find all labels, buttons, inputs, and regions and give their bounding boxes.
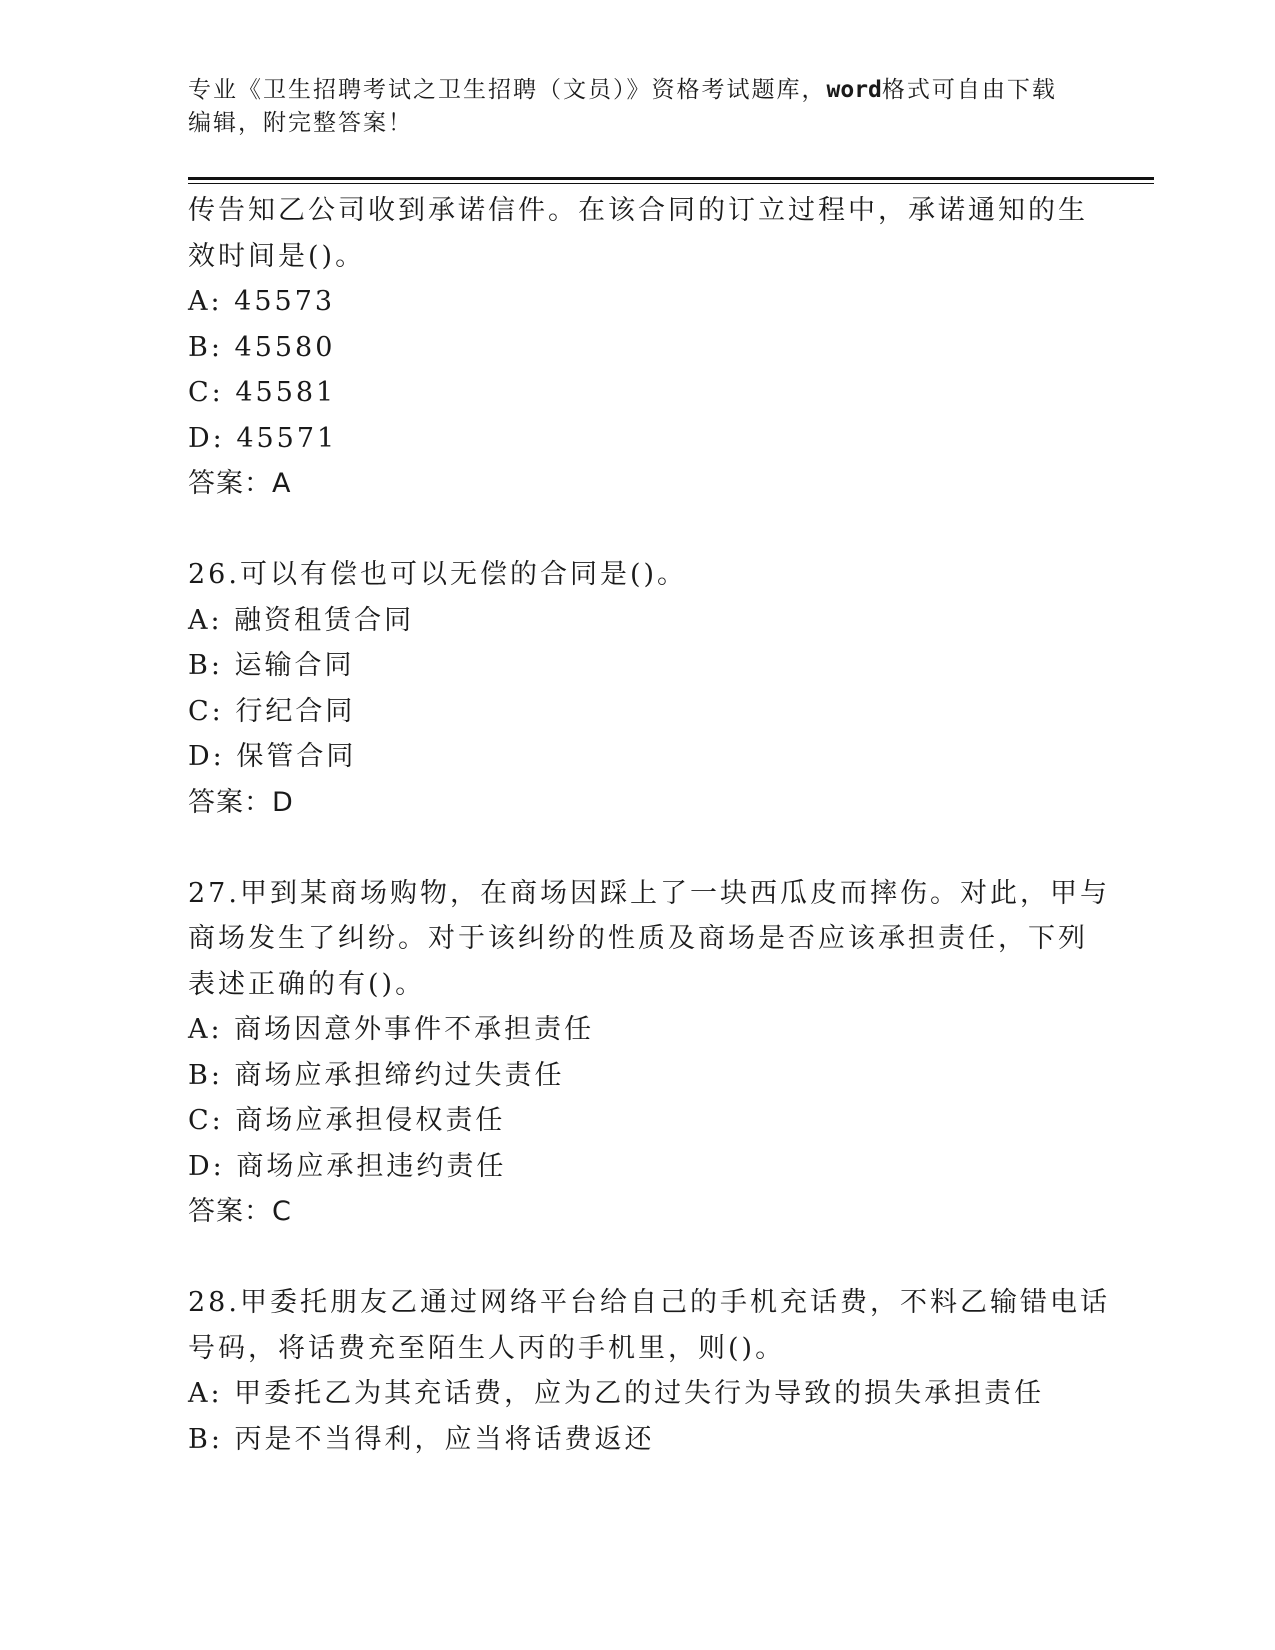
- question-list: [188, 188, 1110, 1462]
- question-stem-line: 传告知乙公司收到承诺信件。在该合同的订立过程中，承诺通知的生: [188, 195, 1088, 226]
- option-c: C: 商场应承担侵权责任: [188, 1105, 506, 1136]
- option-a: A: 商场因意外事件不承担责任: [188, 1014, 595, 1045]
- answer-label: 答案：D: [188, 786, 294, 818]
- question-stem-line: 号码，将话费充至陌生人丙的手机里，则()。: [188, 1332, 786, 1364]
- header-divider-thick: [188, 177, 1154, 180]
- header-line-1-word: word: [826, 77, 882, 103]
- question-stem-line: 效时间是()。: [188, 240, 366, 272]
- header-line-2: 编辑，附完整答案！: [188, 110, 413, 136]
- document-header: [188, 74, 1088, 140]
- question-28: [188, 1280, 1110, 1462]
- option-d: D: 保管合同: [188, 741, 357, 772]
- question-25: [188, 188, 1088, 507]
- option-b: B: 商场应承担缔约过失责任: [188, 1059, 565, 1091]
- option-b: B: 45580: [188, 331, 336, 363]
- question-27: [188, 871, 1110, 1235]
- header-line-1-pre: 专业《卫生招聘考试之卫生招聘（文员）》资格考试题库，: [188, 77, 827, 103]
- question-stem-line: 表述正确的有()。: [188, 968, 426, 1000]
- question-spacer: [188, 825, 1088, 871]
- option-b: B: 丙是不当得利，应当将话费返还: [188, 1423, 655, 1455]
- header-line-1: [188, 74, 1088, 107]
- option-c: C: 行纪合同: [188, 695, 356, 727]
- question-stem-line: 26.可以有偿也可以无偿的合同是()。: [188, 559, 688, 590]
- header-line-1-post: 格式可自由下载: [881, 77, 1057, 103]
- header-divider-thin: [188, 183, 1154, 184]
- option-d: D: 商场应承担违约责任: [188, 1150, 507, 1182]
- answer-label: 答案：C: [188, 1196, 292, 1227]
- option-b: B: 运输合同: [188, 650, 355, 681]
- question-spacer: [188, 507, 1088, 553]
- option-a: A: 45573: [188, 286, 336, 317]
- question-26: [188, 552, 1088, 825]
- answer-label: 答案：A: [188, 468, 292, 499]
- option-a: A: 融资租赁合同: [188, 604, 415, 636]
- question-stem-line: 商场发生了纠纷。对于该纠纷的性质及商场是否应该承担责任，下列: [188, 923, 1088, 954]
- question-stem-line: 28.甲委托朋友乙通过网络平台给自己的手机充话费，不料乙输错电话: [188, 1287, 1110, 1318]
- option-d: D: 45571: [188, 422, 338, 454]
- question-stem-line: 27.甲到某商场购物，在商场因踩上了一块西瓜皮而摔伤。对此，甲与: [188, 877, 1110, 909]
- question-spacer: [188, 1235, 1088, 1281]
- option-c: C: 45581: [188, 377, 337, 408]
- option-a: A: 甲委托乙为其充话费，应为乙的过失行为导致的损失承担责任: [188, 1378, 1045, 1409]
